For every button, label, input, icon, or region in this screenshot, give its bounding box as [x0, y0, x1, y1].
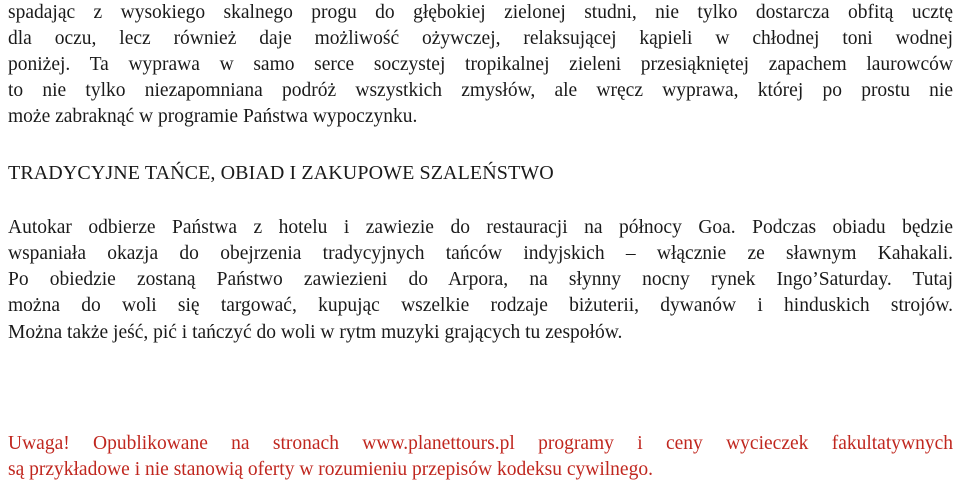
- section-heading: TRADYCYJNE TAŃCE, OBIAD I ZAKUPOWE SZALEŃSTWO: [8, 162, 554, 184]
- intro-line-2: dla oczu, lecz również daje możliwość ożywczej, relaksującej kąpieli w chłodnej toni wodnej: [8, 28, 953, 49]
- intro-line-5: może zabraknąć w programie Państwa wypoczynku.: [8, 106, 418, 127]
- notice-line-1: Uwaga! Opublikowane na stronach www.planettours.pl programy i ceny wycieczek fakultatywnych: [8, 433, 953, 454]
- section-line-3: Po obiedzie zostaną Państwo zawiezieni do Arpora, na słynny nocny rynek Ingo’Saturday. Tutaj: [8, 269, 953, 290]
- section-line-5: Można także jeść, pić i tańczyć do woli w rytm muzyki grających tu zespołów.: [8, 322, 623, 343]
- section-line-1: Autokar odbierze Państwa z hotelu i zawiezie do restauracji na północy Goa. Podczas obiadu będzie: [8, 217, 953, 238]
- section-line-2: wspaniała okazja do obejrzenia tradycyjnych tańców indyjskich – włącznie ze sławnym Kahakali.: [8, 243, 953, 264]
- intro-line-3: poniżej. Ta wyprawa w samo serce soczystej tropikalnej zieleni przesiąkniętej zapachem laurowców: [8, 54, 953, 75]
- notice-line-2: są przykładowe i nie stanowią oferty w rozumieniu przepisów kodeksu cywilnego.: [8, 459, 653, 480]
- intro-line-4: to nie tylko niezapomniana podróż wszystkich zmysłów, ale wręcz wyprawa, której po prostu nie: [8, 80, 953, 101]
- section-line-4: można do woli się targować, kupując wszelkie rodzaje biżuterii, dywanów i hinduskich strojów.: [8, 295, 953, 316]
- intro-line-1: spadając z wysokiego skalnego progu do głębokiej zielonej studni, nie tylko dostarcza obfitą ucztę: [8, 2, 953, 23]
